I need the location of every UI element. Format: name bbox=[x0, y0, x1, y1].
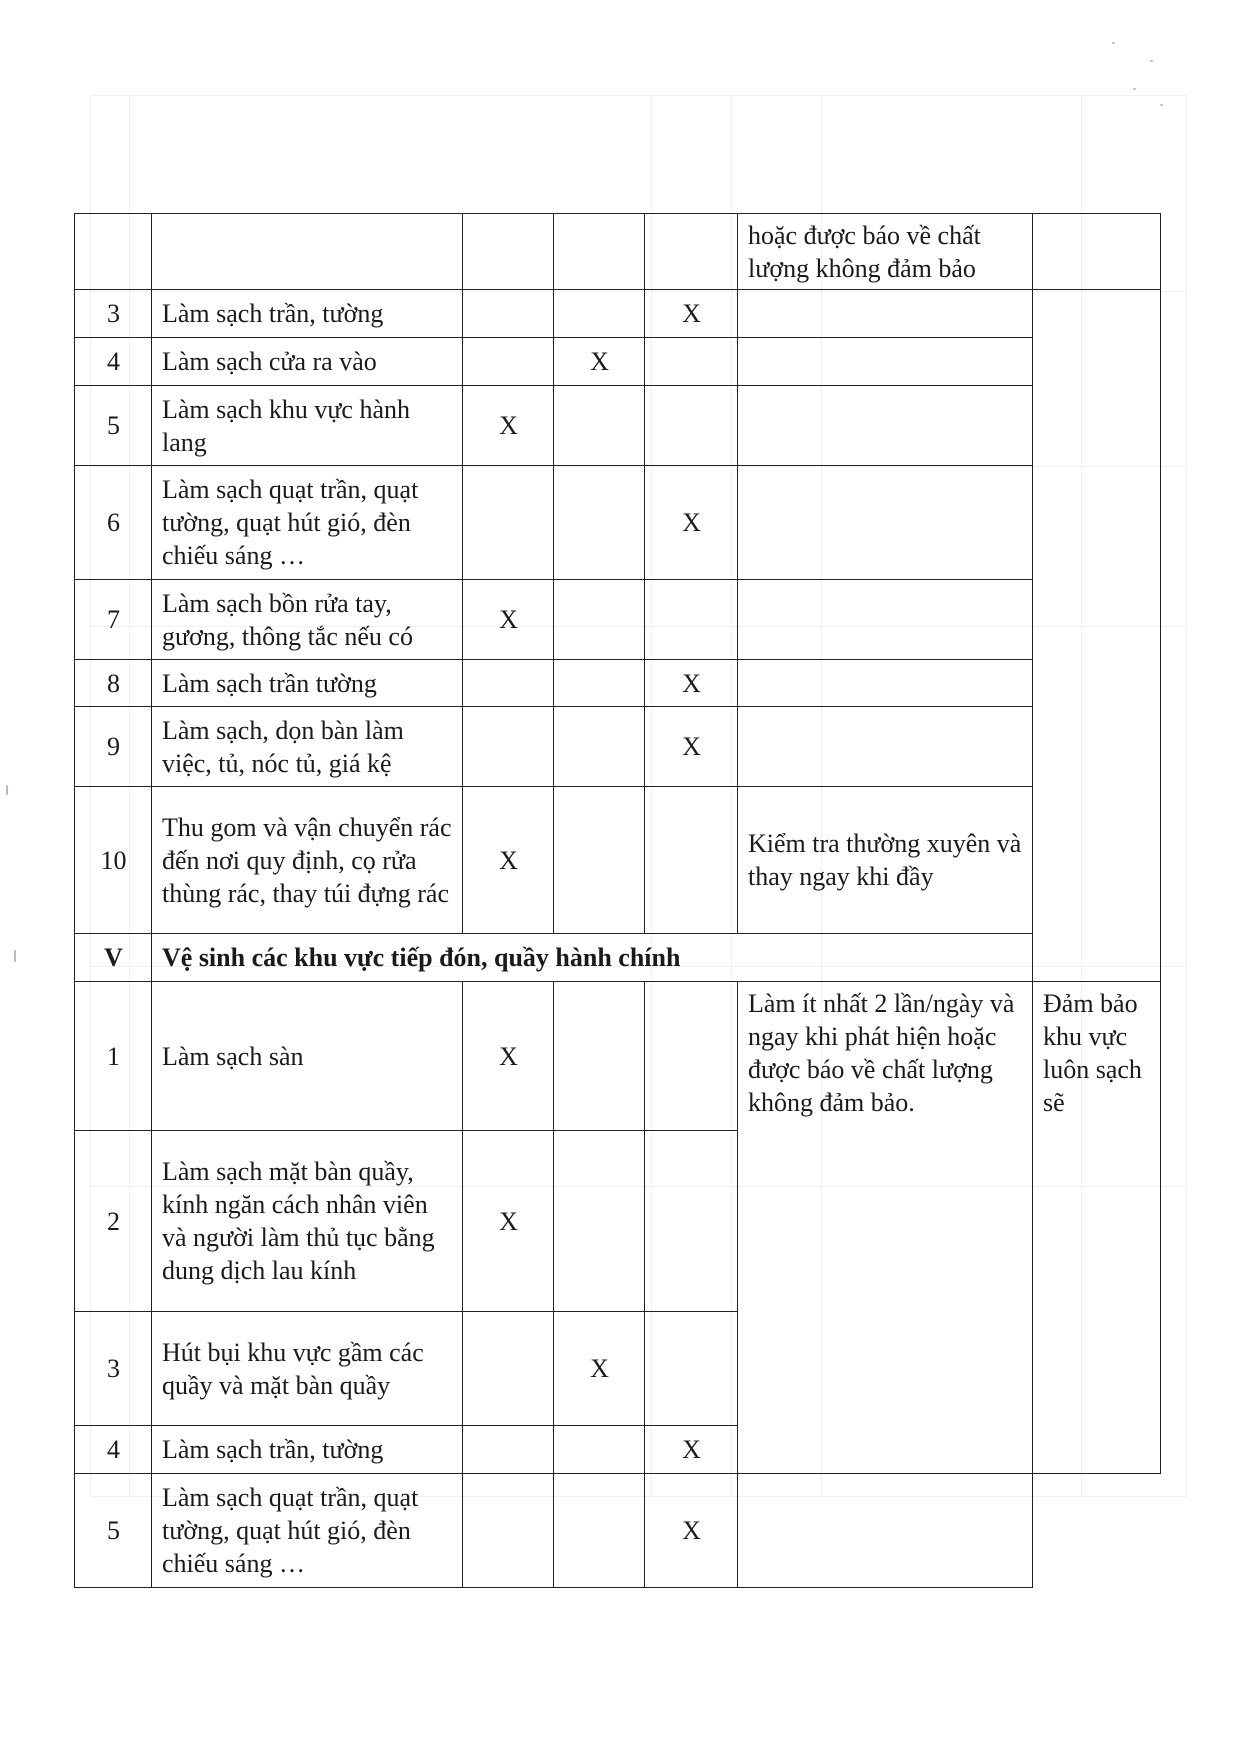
note-cell: hoặc được báo về chất lượng không đảm bảo bbox=[738, 214, 1033, 290]
scan-speck bbox=[1150, 60, 1153, 62]
requirement-cell bbox=[1033, 214, 1161, 290]
frequency-mark-3 bbox=[645, 1312, 738, 1426]
row-number: 10 bbox=[75, 787, 152, 934]
frequency-mark-3 bbox=[645, 338, 738, 386]
frequency-mark-1: X bbox=[463, 386, 554, 466]
scan-speck bbox=[6, 785, 8, 795]
requirement-cell bbox=[1033, 290, 1161, 982]
task-cell: Làm sạch trần, tường bbox=[152, 1426, 463, 1474]
frequency-mark-1: X bbox=[463, 982, 554, 1131]
frequency-mark-2 bbox=[554, 787, 645, 934]
row-number: 4 bbox=[75, 1426, 152, 1474]
frequency-mark-1 bbox=[463, 1312, 554, 1426]
table-row bbox=[75, 290, 1161, 338]
frequency-mark-2 bbox=[554, 707, 645, 787]
frequency-mark-1 bbox=[463, 1426, 554, 1474]
scan-speck bbox=[1133, 88, 1136, 90]
frequency-mark-1: X bbox=[463, 580, 554, 660]
frequency-mark-1 bbox=[463, 1474, 554, 1588]
section-header-row bbox=[75, 934, 1161, 982]
task-cell bbox=[152, 214, 463, 290]
table-row bbox=[75, 982, 1161, 1131]
task-cell: Làm sạch trần, tường bbox=[152, 290, 463, 338]
table-row bbox=[75, 466, 1161, 580]
table-row bbox=[75, 660, 1161, 707]
frequency-mark-1 bbox=[463, 338, 554, 386]
frequency-mark-1 bbox=[463, 290, 554, 338]
row-number: 3 bbox=[75, 290, 152, 338]
frequency-mark-3 bbox=[645, 982, 738, 1131]
frequency-mark-3 bbox=[645, 214, 738, 290]
task-cell: Thu gom và vận chuyển rác đến nơi quy định, cọ rửa thùng rác, thay túi đựng rác bbox=[152, 787, 463, 934]
note-cell bbox=[738, 386, 1033, 466]
task-cell: Làm sạch mặt bàn quầy, kính ngăn cách nhân viên và người làm thủ tục bằng dung dịch lau kính bbox=[152, 1131, 463, 1312]
frequency-mark-2 bbox=[554, 1426, 645, 1474]
task-cell: Làm sạch quạt trần, quạt tường, quạt hút gió, đèn chiếu sáng … bbox=[152, 466, 463, 580]
frequency-mark-3 bbox=[645, 386, 738, 466]
frequency-mark-2 bbox=[554, 1131, 645, 1312]
frequency-mark-1 bbox=[463, 466, 554, 580]
note-cell: Kiểm tra thường xuyên và thay ngay khi đầy bbox=[738, 787, 1033, 934]
frequency-mark-3: X bbox=[645, 660, 738, 707]
frequency-mark-2 bbox=[554, 290, 645, 338]
frequency-mark-1 bbox=[463, 707, 554, 787]
table-row bbox=[75, 338, 1161, 386]
frequency-mark-2 bbox=[554, 580, 645, 660]
task-cell: Làm sạch trần tường bbox=[152, 660, 463, 707]
table-row bbox=[75, 787, 1161, 934]
frequency-mark-3: X bbox=[645, 290, 738, 338]
note-cell bbox=[738, 1474, 1033, 1588]
note-cell bbox=[738, 338, 1033, 386]
table-row bbox=[75, 386, 1161, 466]
frequency-mark-2 bbox=[554, 982, 645, 1131]
task-cell: Làm sạch bồn rửa tay, gương, thông tắc nếu có bbox=[152, 580, 463, 660]
scan-speck bbox=[14, 950, 16, 962]
task-cell: Hút bụi khu vực gầm các quầy và mặt bàn quầy bbox=[152, 1312, 463, 1426]
table-row bbox=[75, 580, 1161, 660]
requirement-cell bbox=[1033, 1474, 1161, 1588]
frequency-mark-1: X bbox=[463, 1131, 554, 1312]
note-cell: Làm ít nhất 2 lần/ngày và ngay khi phát hiện hoặc được báo về chất lượng không đảm bảo. bbox=[738, 982, 1033, 1474]
row-number bbox=[75, 214, 152, 290]
note-cell bbox=[738, 707, 1033, 787]
row-number: 3 bbox=[75, 1312, 152, 1426]
frequency-mark-2: X bbox=[554, 338, 645, 386]
frequency-mark-1: X bbox=[463, 787, 554, 934]
row-number: 7 bbox=[75, 580, 152, 660]
task-cell: Làm sạch quạt trần, quạt tường, quạt hút gió, đèn chiếu sáng … bbox=[152, 1474, 463, 1588]
cleaning-schedule-table bbox=[74, 213, 1161, 1588]
task-cell: Làm sạch cửa ra vào bbox=[152, 338, 463, 386]
note-cell bbox=[738, 660, 1033, 707]
row-number: 5 bbox=[75, 386, 152, 466]
row-number: 1 bbox=[75, 982, 152, 1131]
task-cell: Làm sạch khu vực hành lang bbox=[152, 386, 463, 466]
frequency-mark-2 bbox=[554, 1474, 645, 1588]
frequency-mark-2 bbox=[554, 466, 645, 580]
task-cell: Làm sạch sàn bbox=[152, 982, 463, 1131]
requirement-cell: Đảm bảo khu vực luôn sạch sẽ bbox=[1033, 982, 1161, 1474]
row-number: 6 bbox=[75, 466, 152, 580]
frequency-mark-3 bbox=[645, 1131, 738, 1312]
frequency-mark-3: X bbox=[645, 466, 738, 580]
note-cell bbox=[738, 290, 1033, 338]
scan-speck bbox=[1112, 42, 1115, 44]
table-row bbox=[75, 707, 1161, 787]
task-cell: Làm sạch, dọn bàn làm việc, tủ, nóc tủ, giá kệ bbox=[152, 707, 463, 787]
row-number: 9 bbox=[75, 707, 152, 787]
row-number: 5 bbox=[75, 1474, 152, 1588]
frequency-mark-2 bbox=[554, 660, 645, 707]
frequency-mark-2 bbox=[554, 214, 645, 290]
frequency-mark-3 bbox=[645, 580, 738, 660]
row-number: 8 bbox=[75, 660, 152, 707]
note-cell bbox=[738, 466, 1033, 580]
frequency-mark-3: X bbox=[645, 1426, 738, 1474]
section-number: V bbox=[75, 934, 152, 982]
frequency-mark-1 bbox=[463, 214, 554, 290]
frequency-mark-2: X bbox=[554, 1312, 645, 1426]
frequency-mark-2 bbox=[554, 386, 645, 466]
scan-speck bbox=[1160, 104, 1163, 106]
frequency-mark-3 bbox=[645, 787, 738, 934]
frequency-mark-1 bbox=[463, 660, 554, 707]
table-row bbox=[75, 1474, 1161, 1588]
row-number: 2 bbox=[75, 1131, 152, 1312]
row-number: 4 bbox=[75, 338, 152, 386]
frequency-mark-3: X bbox=[645, 707, 738, 787]
table-row bbox=[75, 214, 1161, 290]
section-title: Vệ sinh các khu vực tiếp đón, quầy hành chính bbox=[152, 934, 1033, 982]
frequency-mark-3: X bbox=[645, 1474, 738, 1588]
note-cell bbox=[738, 580, 1033, 660]
